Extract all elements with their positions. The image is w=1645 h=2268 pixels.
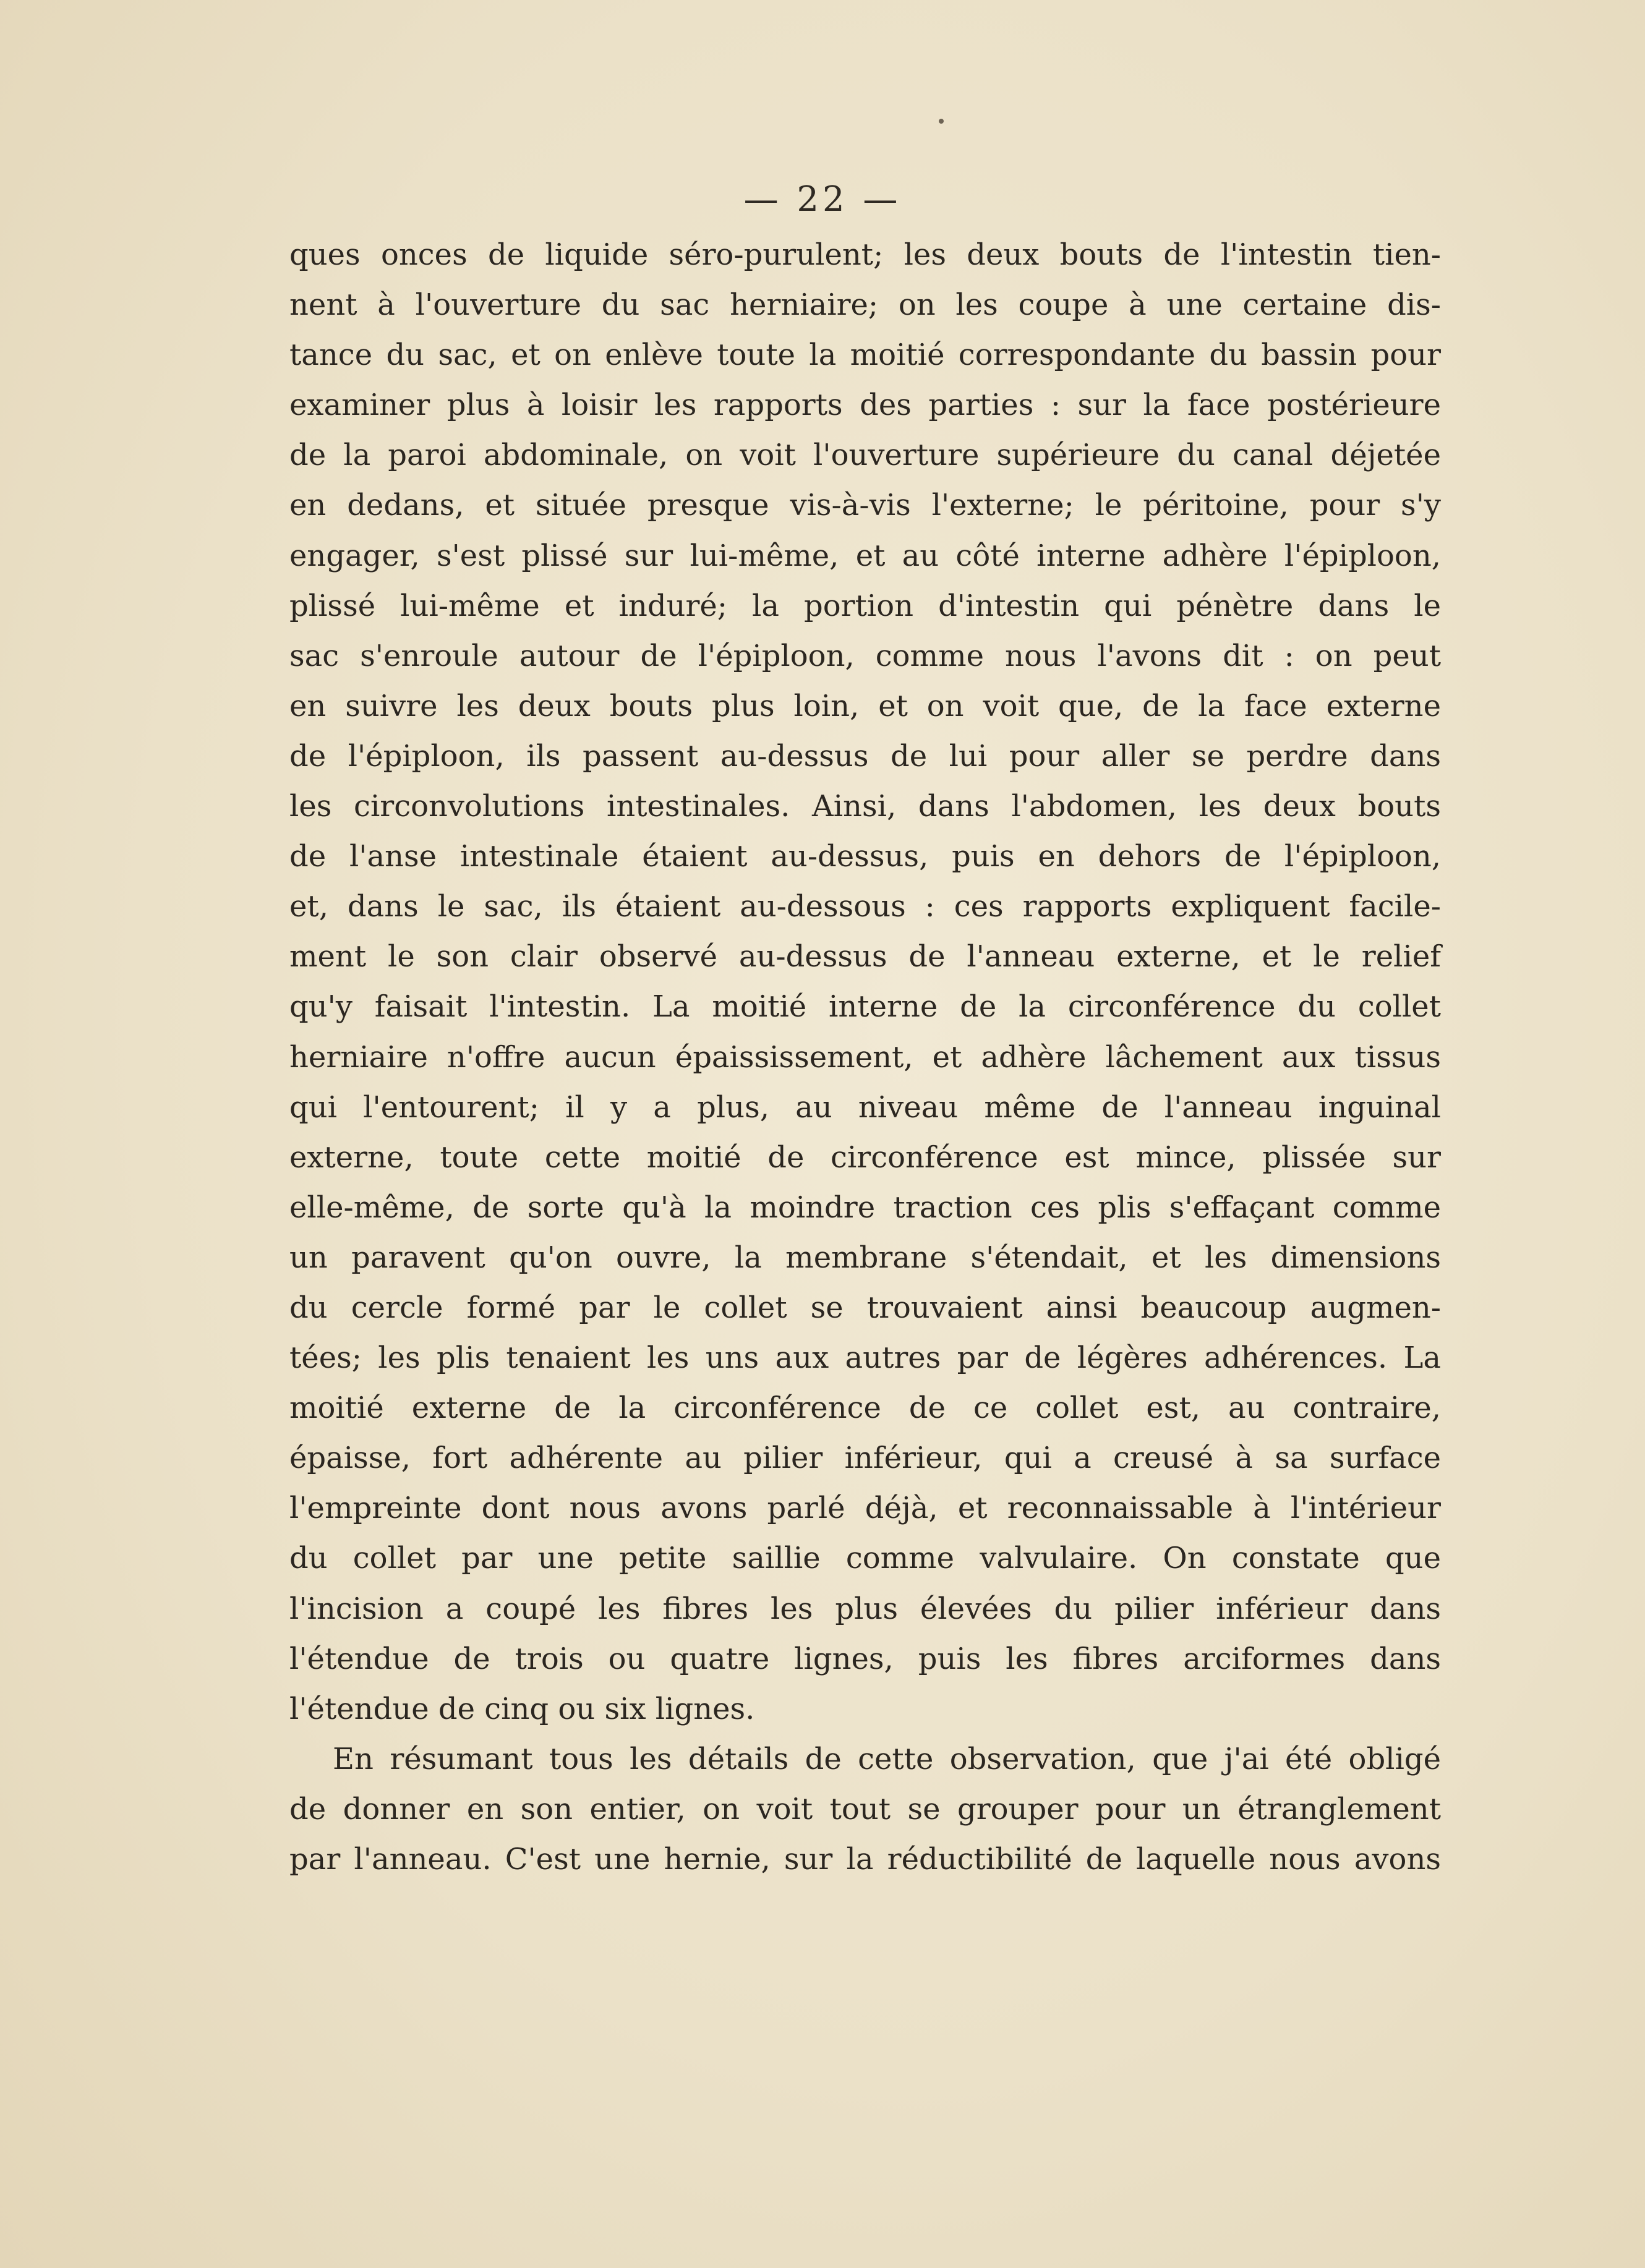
text-line: l'étendue de cinq ou six lignes.	[289, 1691, 755, 1726]
text-line: de la paroi abdominale, on voit l'ouverture supérieure du canal déjetée	[289, 438, 1441, 473]
text-line: de l'épiploon, ils passent au-dessus de lui pour aller se perdre dans	[289, 738, 1441, 774]
text-line: du cercle formé par le collet se trouvaient ainsi beaucoup augmen-	[289, 1290, 1441, 1325]
text-line: sac s'enroule autour de l'épiploon, comme nous l'avons dit : on peut	[289, 638, 1441, 673]
text-line: et, dans le sac, ils étaient au-dessous : ces rapports expliquent facile-	[289, 889, 1441, 924]
text-line: moitié externe de la circonférence de ce collet est, au contraire,	[289, 1391, 1441, 1426]
text-line: l'empreinte dont nous avons parlé déjà, et reconnaissable à l'intérieur	[289, 1491, 1441, 1526]
text-line: ques onces de liquide séro-purulent; les deux bouts de l'intestin tien-	[289, 237, 1441, 272]
text-line: externe, toute cette moitié de circonférence est mince, plissée sur	[289, 1140, 1441, 1175]
text-line: tées; les plis tenaient les uns aux autres par de légères adhérences. La	[289, 1341, 1441, 1376]
ink-speck	[939, 119, 944, 124]
text-line: de l'anse intestinale étaient au-dessus, puis en dehors de l'épiploon,	[289, 839, 1441, 874]
text-line: plissé lui-même et induré; la portion d'intestin qui pénètre dans le	[289, 588, 1441, 623]
text-line: l'étendue de trois ou quatre lignes, puis les fibres arciformes dans	[289, 1641, 1441, 1676]
text-line: un paravent qu'on ouvre, la membrane s'étendait, et les dimensions	[289, 1240, 1441, 1275]
text-line: de donner en son entier, on voit tout se grouper pour un étranglement	[289, 1791, 1441, 1827]
text-line: du collet par une petite saillie comme valvulaire. On constate que	[289, 1541, 1441, 1576]
page-number: — 22 —	[743, 179, 902, 220]
text-line: en suivre les deux bouts plus loin, et on voit que, de la face externe	[289, 688, 1441, 723]
text-line: en dedans, et située presque vis-à-vis l'externe; le péritoine, pour s'y	[289, 488, 1441, 523]
text-line: l'incision a coupé les fibres les plus élevées du pilier inférieur dans	[289, 1591, 1441, 1626]
text-line: elle-même, de sorte qu'à la moindre traction ces plis s'effaçant comme	[289, 1190, 1441, 1225]
text-line: tance du sac, et on enlève toute la moitié correspondante du bassin pour	[289, 338, 1441, 373]
text-line: examiner plus à loisir les rapports des parties : sur la face postérieure	[289, 388, 1441, 423]
text-line: En résumant tous les détails de cette observation, que j'ai été obligé	[333, 1741, 1441, 1776]
text-line: qui l'entourent; il y a plus, au niveau même de l'anneau inguinal	[289, 1089, 1441, 1125]
text-line: ment le son clair observé au-dessus de l'anneau externe, et le relief	[289, 939, 1441, 974]
text-line: épaisse, fort adhérente au pilier inférieur, qui a creusé à sa surface	[289, 1441, 1441, 1476]
text-line: par l'anneau. C'est une hernie, sur la réductibilité de laquelle nous avons	[289, 1842, 1441, 1877]
body-text	[289, 230, 1441, 1885]
text-line: les circonvolutions intestinales. Ainsi, dans l'abdomen, les deux bouts	[289, 789, 1441, 824]
paragraph	[289, 1734, 1441, 1885]
text-line: nent à l'ouverture du sac herniaire; on les coupe à une certaine dis-	[289, 288, 1441, 323]
text-line: herniaire n'offre aucun épaississement, et adhère lâchement aux tissus	[289, 1039, 1441, 1075]
paragraph	[289, 230, 1441, 1734]
text-line: engager, s'est plissé sur lui-même, et au côté interne adhère l'épiploon,	[289, 538, 1441, 573]
text-line: qu'y faisait l'intestin. La moitié interne de la circonférence du collet	[289, 989, 1441, 1025]
